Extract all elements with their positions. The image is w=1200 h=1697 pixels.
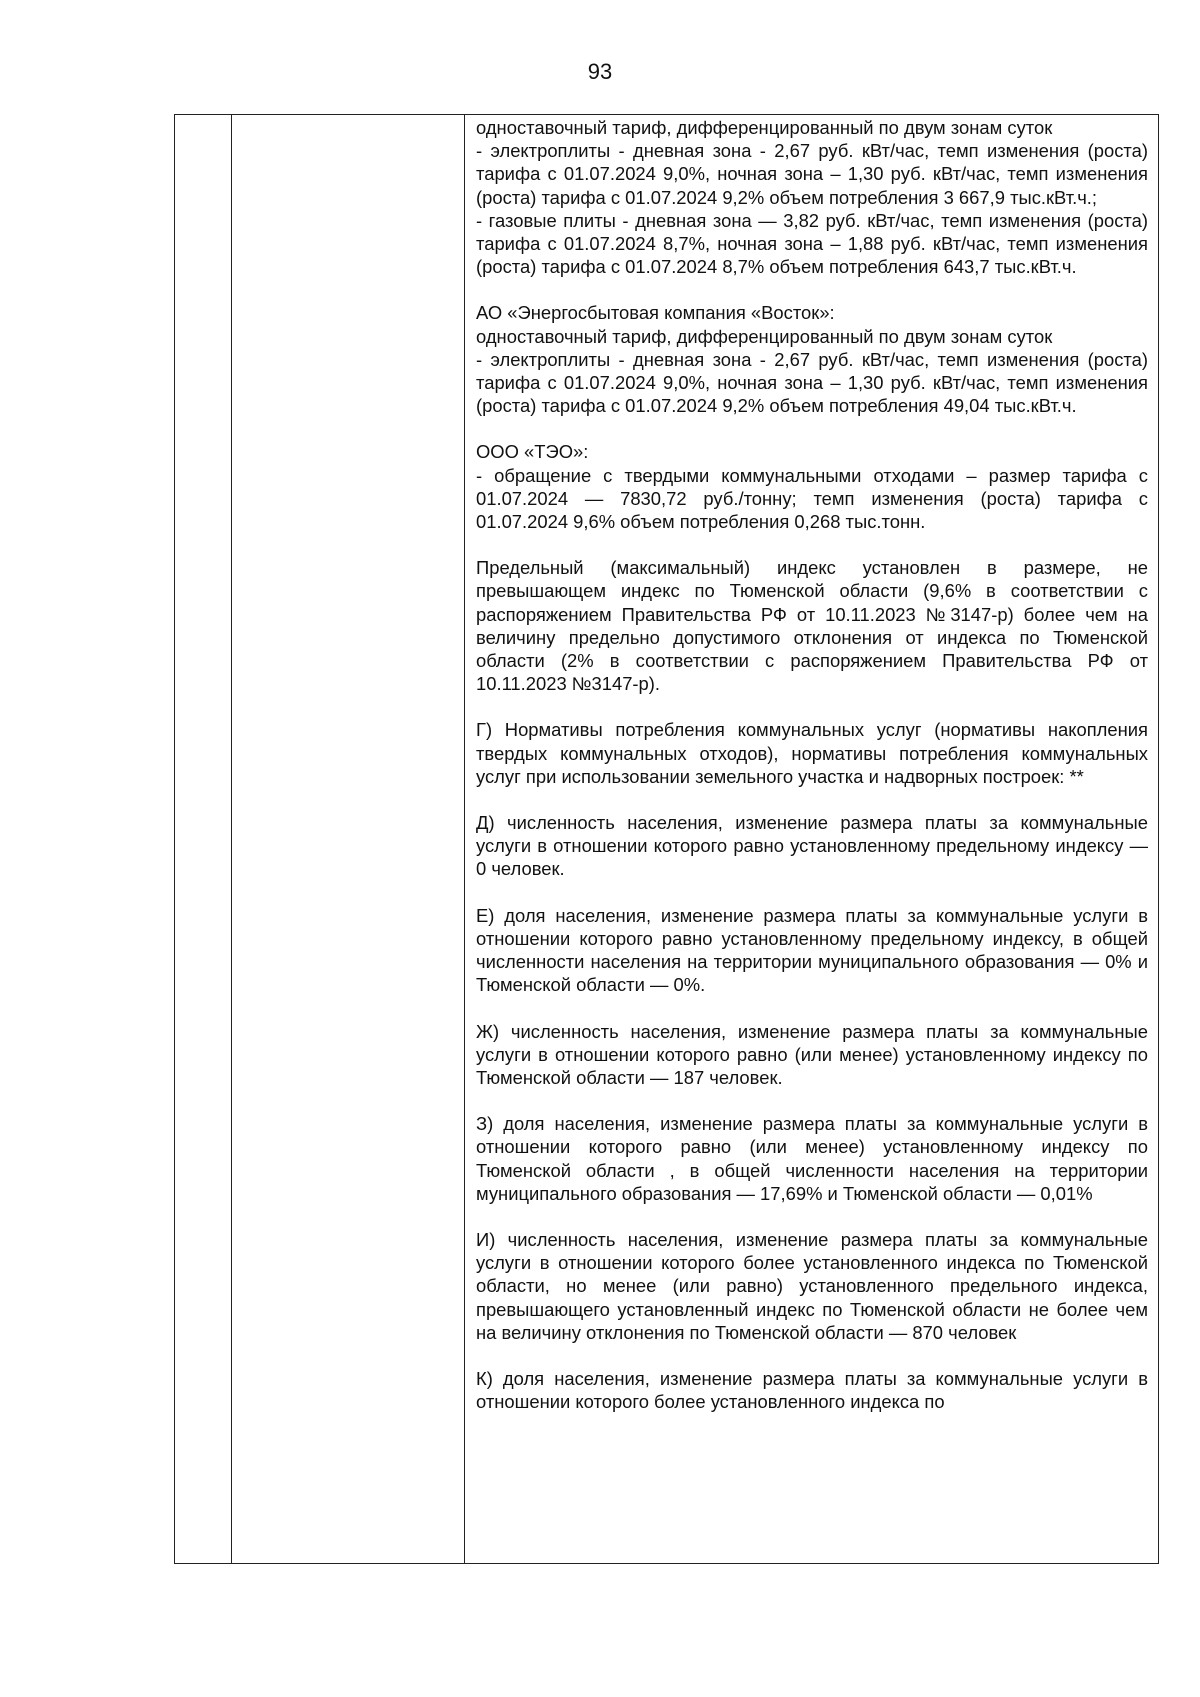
paragraph-k: К) доля населения, изменение размера платы за коммунальные услуги в отношении которого более установленного индекса по: [476, 1367, 1148, 1413]
text-line: - обращение с твердыми коммунальными отходами – размер тарифа с 01.07.2024 — 7830,72 руб./тонну; темп изменения (роста) тарифа с 01.07.2024 9,6% объем потребления 0,268 тыс.тонн.: [476, 464, 1148, 533]
text-line: - газовые плиты - дневная зона — 3,82 руб. кВт/час, темп изменения (роста) тарифа с 01.07.2024 8,7%, ночная зона – 1,88 руб. кВт/час, темп изменения (роста) тарифа с 01.07.2024 8,7% объем потребления 643,7 тыс.кВт.ч.: [476, 209, 1148, 278]
paragraph-max-index: Предельный (максимальный) индекс установлен в размере, не превышающем индекс по Тюменской области (9,6% в соответствии с распоряжением Правительства РФ от 10.11.2023 №3147-р) более чем на величину предельно допустимого отклонения от индекса по Тюменской области (2% в соответствии с распоряжением Правительства РФ от 10.11.2023 №3147-р).: [476, 557, 1148, 695]
table-cell-content: [465, 115, 1159, 1564]
text-line: одноставочный тариф, дифференцированный по двум зонам суток: [476, 117, 1053, 138]
table-cell-number: [175, 115, 232, 1564]
table-row: [175, 115, 1159, 1564]
text-line: АО «Энергосбытовая компания «Восток»:: [476, 302, 835, 324]
table-cell-name: [232, 115, 465, 1564]
text-line: одноставочный тариф, дифференцированный по двум зонам суток: [476, 325, 1053, 347]
text-line: - электроплиты - дневная зона - 2,67 руб. кВт/час, темп изменения (роста) тарифа с 01.07.2024 9,0%, ночная зона – 1,30 руб. кВт/час, темп изменения (роста) тарифа с 01.07.2024 9,2% объем потребления 3 667,9 тыс.кВт.ч.;: [476, 140, 1148, 208]
text-line: - электроплиты - дневная зона - 2,67 руб. кВт/час, темп изменения (роста) тарифа с 01.07.2024 9,0%, ночная зона – 1,30 руб. кВт/час, темп изменения (роста) тарифа с 01.07.2024 9,2% объем потребления 49,04 тыс.кВт.ч.: [476, 348, 1148, 417]
paragraph-tariff-zones: [476, 116, 1148, 278]
paragraph-teo: [476, 440, 1148, 533]
paragraph-z: З) доля населения, изменение размера платы за коммунальные услуги в отношении которого равно (или менее) установленному индексу по Тюменской области , в общей численности населения на территории муниципального образования — 17,69% и Тюменской области — 0,01%: [476, 1113, 1148, 1204]
page-number: 93: [587, 59, 613, 84]
paragraph-energy-company: [476, 301, 1148, 417]
text-line: ООО «ТЭО»:: [476, 441, 589, 463]
paragraph-d: Д) численность населения, изменение размера платы за коммунальные услуги в отношении которого равно установленному предельному индексу — 0 человек.: [476, 812, 1148, 880]
document-table: [174, 114, 1159, 1564]
paragraph-g: Г) Нормативы потребления коммунальных услуг (нормативы накопления твердых коммунальных отходов), нормативы потребления коммунальных услуг при использовании земельного участка и надворных построек: **: [476, 719, 1148, 787]
paragraph-zh: Ж) численность населения, изменение размера платы за коммунальные услуги в отношении которого равно (или менее) установленному индексу по Тюменской области — 187 человек.: [476, 1020, 1148, 1088]
paragraph-i: И) численность населения, изменение размера платы за коммунальные услуги в отношении которого более установленного индекса по Тюменской области, но менее (или равно) установленного предельного индекса, превышающего установленный индекс по Тюменской области не более чем на величину отклонения по Тюменской области — 870 человек: [476, 1228, 1148, 1343]
paragraph-e: Е) доля населения, изменение размера платы за коммунальные услуги в отношении которого равно установленному предельному индексу, в общей численности населения на территории муниципального образования — 0% и Тюменской области — 0%.: [476, 904, 1148, 996]
